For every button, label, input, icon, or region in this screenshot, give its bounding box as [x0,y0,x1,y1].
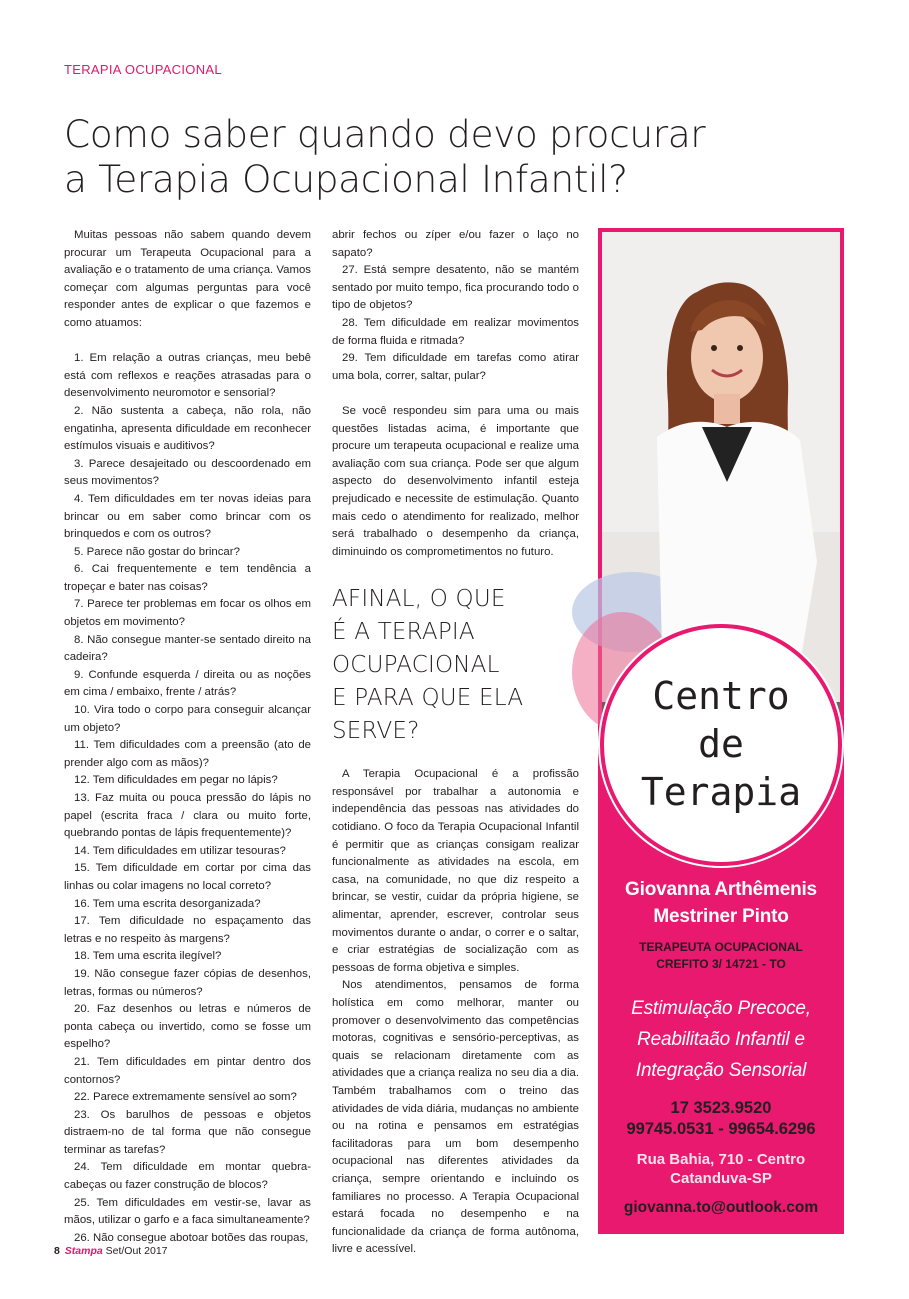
paragraph: 25. Tem dificuldades em vestir-se, lavar as mãos, utilizar o garfo e a faca simultaneamente? [64,1196,311,1227]
service-item: Integração Sensorial [635,1060,807,1081]
address-line: Rua Bahia, 710 - Centro [636,1151,806,1168]
paragraph: 2. Não sustenta a cabeça, não rola, não engatinha, apresenta dificuldade em reconhecer estímulos visuais e auditivos? [64,404,311,453]
role-line: TERAPEUTA OCUPACIONAL [639,940,803,954]
logo-line: Centro [652,674,790,718]
paragraph: 3. Parece desajeitado ou descoordenado em seus movimentos? [64,457,311,488]
page-number: 8 [54,1245,60,1257]
paragraph: 5. Parece não gostar do brincar? [74,545,240,558]
registration-line: CREFITO 3/ 14721 - TO [656,957,786,971]
name-line: Mestriner Pinto [653,906,789,927]
logo-line: de [698,722,744,766]
title-line: Como saber quando devo procurar [64,112,706,156]
phone-numbers [598,1098,844,1140]
page-title [64,112,824,202]
paragraph: Nos atendimentos, pensamos de forma holística em como melhorar, manter ou promover o desenvolvimento das competências motoras, cognitivas e sensório-perceptivas, as quais se relacionam diretamente com as atividades que a criança realiza no seu dia a dia. Também trabalhamos com o treino das atividades de vida diária, mudanças no ambiente ou na rotina e pensamos em estratégias facilitadoras para um bom desempenho ocupacional nas diferentes atividades da criança, sempre orientando e incluindo os familiares no processo. A Terapia Ocupacional estará focada no desempenho e na funcionalidade da criança de forma autônoma, livre e acessível. [332,979,579,1256]
logo-text [604,672,838,816]
paragraph: 23. Os barulhos de pessoas e objetos distraem-no de tal forma que não consegue terminar as tarefas? [64,1108,311,1156]
phone-line: 99745.0531 - 99654.6296 [626,1120,816,1138]
logo-circle [600,624,842,866]
heading-line: OCUPACIONAL [332,652,500,679]
paragraph: A Terapia Ocupacional é a profissão responsável por trabalhar a autonomia e independência das pessoas nas atividades do cotidiano. O foco da Terapia Ocupacional Infantil é permitir que as crianças consigam realizar funcionalmente as atividades na escola, em casa, na comunidade, no que diz respeito a brincar, se vestir, cuidar da própria higiene, se alimentar, aprender, escrever, controlar seus movimentos durante o andar, o correr e o saltar, e criar estratégias de socialização com as pessoas de forma objetiva e simples. [332,768,579,974]
paragraph: 14. Tem dificuldades em utilizar tesouras? [74,844,286,857]
column-2-body [332,766,579,1259]
therapist-name [598,876,844,930]
name-line: Giovanna Arthêmenis [625,879,817,900]
paragraph: 21. Tem dificuldades em pintar dentro dos contornos? [64,1055,311,1086]
edition-label: Set/Out 2017 [105,1245,168,1257]
logo-line: Terapia [640,770,802,814]
paragraph: 8. Não consegue manter-se sentado direito na cadeira? [64,633,311,664]
paragraph: 24. Tem dificuldade em montar quebra-cabeças ou fazer construção de blocos? [64,1161,311,1192]
heading-line: AFINAL, O QUE [332,586,506,613]
services-list [598,993,844,1086]
article-column-2 [332,227,579,1256]
paragraph: 7. Parece ter problemas em focar os olhos em objetos em movimento? [64,598,311,629]
service-item: Estimulação Precoce, [631,998,811,1019]
paragraph: 18. Tem uma escrita ilegível? [74,950,222,963]
paragraph: 26. Não consegue abotoar botões das roupas, [74,1231,309,1244]
heading-line: É A TERAPIA [332,619,475,646]
paragraph: 1. Em relação a outras crianças, meu bebê está com reflexos e reações atrasadas para o desenvolvimento neuromotor e sensorial? [64,352,311,400]
paragraph: Se você respondeu sim para uma ou mais questões listadas acima, é importante que procure um terapeuta ocupacional e realize uma avaliação com sua criança. Pode ser que algum aspecto do desenvolvimento infantil esteja prejudicado e necessite de estimulação. Quanto mais cedo o atendimento for realizado, melhor será trabalhado o desempenho da criança, diminuindo os comprometimentos no futuro. [332,404,579,558]
paragraph: Muitas pessoas não sabem quando devem procurar um Terapeuta Ocupacional para a avaliação e o tratamento de uma criança. Vamos começar com algumas perguntas para você responder antes de explicar o que fazemos e como atuamos: [64,229,311,329]
paragraph: 17. Tem dificuldade no espaçamento das letras e no respeito às margens? [64,915,311,945]
email-address: giovanna.to@outlook.com [623,1199,819,1216]
phone-line: 17 3523.9520 [670,1099,772,1117]
paragraph: 13. Faz muita ou pouca pressão do lápis no papel (escrita fraca / clara ou muito forte, quebrando pontas de lápis frequentemente)? [64,792,311,840]
therapist-role [598,939,844,973]
heading-line: E PARA QUE ELA [332,685,524,712]
address-line: Catanduva-SP [670,1170,772,1187]
service-item: Reabilitaão Infantil e [637,1029,805,1050]
paragraph: abrir fechos ou zíper e/ou fazer o laço no sapato? [332,229,579,259]
column-2-intro [332,227,579,561]
paragraph: 28. Tem dificuldade em realizar movimentos de forma fluida e ritmada? [332,316,579,347]
address [598,1150,844,1188]
article-column-1 [64,227,311,1244]
section-heading [332,583,579,748]
paragraph: 16. Tem uma escrita desorganizada? [74,897,261,910]
paragraph: 6. Cai frequentemente e tem tendência a tropeçar e bater nas coisas? [64,563,311,593]
paragraph: 10. Vira todo o corpo para conseguir alcançar um objeto? [64,704,311,734]
heading-line: SERVE? [332,718,420,745]
paragraph: 15. Tem dificuldade em cortar por cima das linhas ou colar imagens no local correto? [64,862,311,892]
paragraph: 12. Tem dificuldades em pegar no lápis? [74,774,278,787]
paragraph: 4. Tem dificuldades em ter novas ideias para brincar ou em saber como brincar com os brinquedos e com os outros? [64,492,311,541]
title-line: a Terapia Ocupacional Infantil? [64,157,628,201]
paragraph: 27. Está sempre desatento, não se mantém sentado por muito tempo, fica procurando todo o tipo de objetos? [332,264,579,312]
paragraph: 29. Tem dificuldade em tarefas como atirar uma bola, correr, saltar, pular? [332,352,579,382]
magazine-brand: Stampa [64,1245,103,1257]
page-footer [54,1245,168,1257]
advertisement [598,228,844,1234]
paragraph: 11. Tem dificuldades com a preensão (ato de prender algo com as mãos)? [64,739,311,769]
paragraph: 9. Confunde esquerda / direita ou as noções em cima / embaixo, frente / atrás? [64,668,311,699]
paragraph: 19. Não consegue fazer cópias de desenhos, letras, formas ou números? [64,967,311,998]
section-label: TERAPIA OCUPACIONAL [64,62,222,77]
paragraph: 20. Faz desenhos ou letras e números de ponta cabeça ou invertido, como se fosse um espelho? [64,1003,311,1051]
paragraph: 22. Parece extremamente sensível ao som? [74,1091,297,1104]
